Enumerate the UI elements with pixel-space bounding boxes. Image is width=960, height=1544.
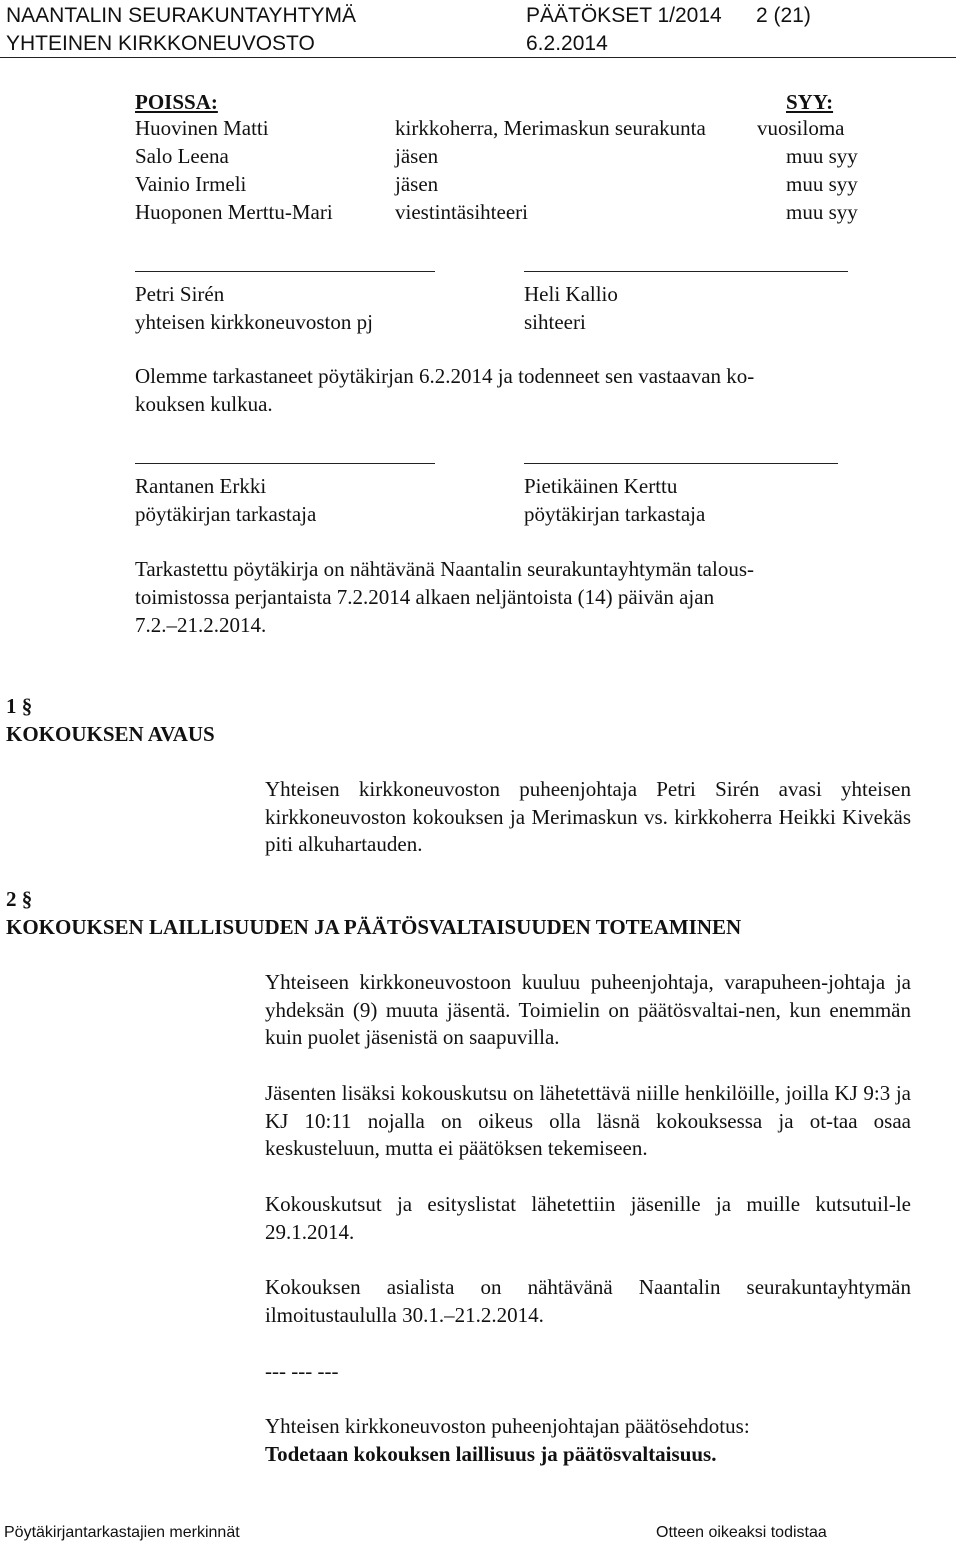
signature-line-secretary [524, 271, 848, 272]
absent-role: viestintäsihteeri [395, 200, 528, 224]
reviewer1-name: Rantanen Erkki [135, 474, 267, 498]
chair-name: Petri Sirén [135, 282, 225, 306]
notice-line1: Tarkastettu pöytäkirja on nähtävänä Naantalin seurakuntayhtymän talous- [135, 557, 754, 581]
section2-paragraph1: Yhteiseen kirkkoneuvostoon kuuluu puheenjohtaja, varapuheen-johtaja ja yhdeksän (9) muuta jäsentä. Toimielin on päätösvaltai-nen, kun enemmän kuin puolet jäsenistä on saapuvilla. [265, 970, 911, 1049]
reason-label: SYY: [786, 90, 834, 114]
header-date: 6.2.2014 [526, 32, 608, 55]
absent-role: jäsen [395, 144, 439, 168]
header-divider [0, 57, 956, 58]
absent-name: Huoponen Merttu-Mari [135, 200, 333, 224]
secretary-name: Heli Kallio [524, 282, 618, 306]
reviewer2-name: Pietikäinen Kerttu [524, 474, 678, 498]
absent-name: Huovinen Matti [135, 116, 269, 140]
header-org: NAANTALIN SEURAKUNTAYHTYMÄ [6, 4, 357, 27]
header-body: YHTEINEN KIRKKONEUVOSTO [6, 32, 315, 55]
footer-reviewer-notes: Pöytäkirjantarkastajien merkinnät [4, 1524, 240, 1541]
reviewer2-title: pöytäkirjan tarkastaja [524, 502, 706, 526]
header-page-number: 2 (21) [756, 4, 811, 27]
review-text-line1: Olemme tarkastaneet pöytäkirjan 6.2.2014 ja todenneet sen vastaavan ko- [135, 364, 755, 388]
signature-line-chair [135, 271, 435, 272]
absent-label: POISSA: [135, 90, 218, 114]
section2-paragraph2: Jäsenten lisäksi kokouskutsu on lähetettävä niille henkilöille, joilla KJ 9:3 ja KJ 10:11 nojalla on oikeus olla läsnä kokouksessa ja ot-taa osaa keskusteluun, mutta ei päätöksen tekemiseen. [265, 1081, 911, 1160]
signature-line-reviewer2 [524, 463, 838, 464]
section2-number: 2 § [6, 887, 33, 911]
section1-number: 1 § [6, 694, 33, 718]
notice-line3: 7.2.–21.2.2014. [135, 613, 267, 637]
absent-name: Salo Leena [135, 144, 229, 168]
absent-reason: vuosiloma [757, 116, 845, 140]
section1-text: Yhteisen kirkkoneuvoston puheenjohtaja Petri Sirén avasi yhteisen kirkkoneuvoston kokouksen ja Merimaskun vs. kirkkoherra Heikki Kivekäs piti alkuhartauden. [265, 777, 911, 856]
absent-reason: muu syy [786, 172, 858, 196]
section2-paragraph3: Kokouskutsut ja esityslistat lähetettiin jäsenille ja muille kutsutuil-le 29.1.2014. [265, 1192, 911, 1244]
notice-line2: toimistossa perjantaista 7.2.2014 alkaen neljäntoista (14) päivän ajan [135, 585, 715, 609]
section-separator-dashes: --- --- --- [265, 1359, 339, 1383]
footer-certified-copy: Otteen oikeaksi todistaa [656, 1524, 827, 1541]
reviewer1-title: pöytäkirjan tarkastaja [135, 502, 317, 526]
absent-role: jäsen [395, 172, 439, 196]
review-text-line2: kouksen kulkua. [135, 392, 273, 416]
chair-title: yhteisen kirkkoneuvoston pj [135, 310, 373, 334]
secretary-title: sihteeri [524, 310, 586, 334]
signature-line-reviewer1 [135, 463, 435, 464]
proposal-text: Todetaan kokouksen laillisuus ja päätösvaltaisuus. [265, 1442, 717, 1466]
absent-role: kirkkoherra, Merimaskun seurakunta [395, 116, 706, 140]
proposal-label: Yhteisen kirkkoneuvoston puheenjohtajan päätösehdotus: [265, 1414, 750, 1438]
section1-title: KOKOUKSEN AVAUS [6, 722, 215, 746]
absent-name: Vainio Irmeli [135, 172, 247, 196]
section2-paragraph4: Kokouksen asialista on nähtävänä Naantalin seurakuntayhtymän ilmoitustaululla 30.1.–21.2.2014. [265, 1275, 911, 1327]
absent-reason: muu syy [786, 144, 858, 168]
absent-reason: muu syy [786, 200, 858, 224]
section2-title: KOKOUKSEN LAILLISUUDEN JA PÄÄTÖSVALTAISUUDEN TOTEAMINEN [6, 915, 742, 939]
header-decisions: PÄÄTÖKSET 1/2014 [526, 4, 722, 27]
